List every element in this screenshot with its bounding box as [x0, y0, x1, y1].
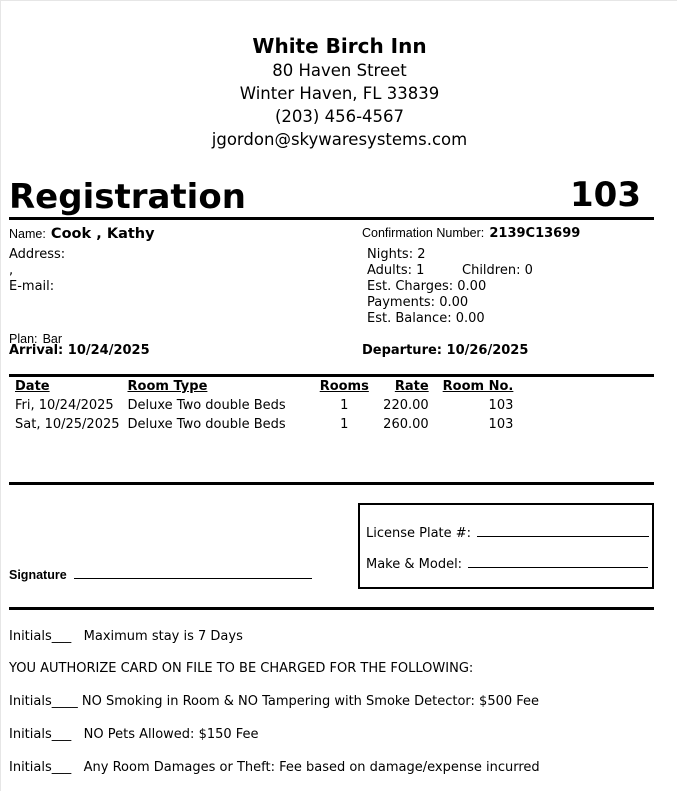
departure-row: [362, 343, 528, 358]
adults: Adults: 1: [367, 263, 425, 278]
table-row: [11, 415, 517, 434]
row-room-no: 103: [488, 398, 514, 413]
confirmation-label: Confirmation Number:: [362, 226, 485, 240]
arrival-row: [9, 343, 150, 358]
guest-name-row: [9, 223, 155, 242]
departure-value: 10/26/2025: [446, 343, 529, 358]
guest-first-name: Kathy: [106, 226, 155, 242]
name-label: Name:: [9, 227, 46, 241]
arrival-label: Arrival:: [9, 343, 64, 358]
header-room-type: Room Type: [127, 379, 208, 394]
est-balance: Est. Balance: 0.00: [367, 311, 485, 326]
address-line: ,: [9, 263, 14, 278]
row-rooms: 1: [340, 398, 349, 413]
registration-title: Registration: [9, 177, 246, 217]
row-room-no: 103: [488, 417, 514, 432]
row-rooms: 1: [340, 417, 349, 432]
departure-label: Departure:: [362, 343, 442, 358]
inn-phone: (203) 456-4567: [274, 107, 405, 126]
inn-email: jgordon@skywaresystems.com: [211, 130, 468, 149]
policy-smoking: Initials____ NO Smoking in Room & NO Tampering with Smoke Detector: $500 Fee: [9, 694, 540, 709]
row-room-type: Deluxe Two double Beds: [127, 417, 286, 432]
guest-name-separator: ,: [96, 226, 102, 242]
policy-damages: Initials___ Any Room Damages or Theft: Fee based on damage/expense incurred: [9, 760, 540, 775]
rooms-table-header: [11, 378, 517, 396]
policy-authorize: YOU AUTHORIZE CARD ON FILE TO BE CHARGED FOR THE FOLLOWING:: [9, 661, 474, 676]
inn-city-state-zip: Winter Haven, FL 33839: [239, 84, 440, 103]
confirmation-number: 2139C13699: [489, 226, 581, 241]
rooms-divider: [9, 374, 654, 377]
policies-divider: [9, 607, 654, 610]
children: Children: 0: [462, 263, 533, 278]
header-rooms: Rooms: [319, 379, 369, 394]
nights: Nights: 2: [367, 247, 426, 262]
registration-room-number: 103: [570, 175, 641, 215]
inn-street: 80 Haven Street: [272, 61, 407, 80]
vehicle-box: [358, 503, 654, 589]
make-model-row: [366, 556, 648, 572]
rooms-table: [11, 378, 517, 434]
row-rate: 260.00: [383, 417, 429, 432]
make-model-label: Make & Model:: [366, 557, 463, 572]
inn-name: White Birch Inn: [252, 34, 427, 58]
signature-label: Signature: [9, 568, 67, 582]
confirmation-row: [362, 222, 580, 241]
header-room-no: Room No.: [442, 379, 514, 394]
est-charges: Est. Charges: 0.00: [367, 279, 487, 294]
license-plate-label: License Plate #:: [366, 526, 472, 541]
policy-max-stay: Initials___ Maximum stay is 7 Days: [9, 629, 243, 644]
header-date: Date: [15, 379, 50, 394]
table-row: [11, 396, 517, 415]
license-plate-row: [366, 525, 649, 541]
row-date: Fri, 10/24/2025: [15, 398, 114, 413]
signature-top-divider: [9, 482, 654, 485]
email-label: E-mail:: [9, 279, 55, 294]
guest-last-name: Cook: [50, 226, 92, 242]
policy-pets: Initials___ NO Pets Allowed: $150 Fee: [9, 727, 259, 742]
plan-label: Plan:: [9, 332, 38, 346]
row-room-type: Deluxe Two double Beds: [127, 398, 286, 413]
signature-row: [9, 564, 312, 583]
payments: Payments: 0.00: [367, 295, 469, 310]
header-divider: [9, 217, 654, 220]
license-plate-line[interactable]: [477, 525, 649, 537]
arrival-value: 10/24/2025: [67, 343, 150, 358]
plan-value: Bar: [42, 332, 63, 346]
header-rate: Rate: [394, 379, 429, 394]
make-model-line[interactable]: [468, 556, 648, 568]
row-rate: 220.00: [383, 398, 429, 413]
row-date: Sat, 10/25/2025: [15, 417, 120, 432]
address-label: Address:: [9, 247, 66, 262]
inn-header: [1, 33, 677, 151]
signature-line[interactable]: [74, 567, 312, 579]
